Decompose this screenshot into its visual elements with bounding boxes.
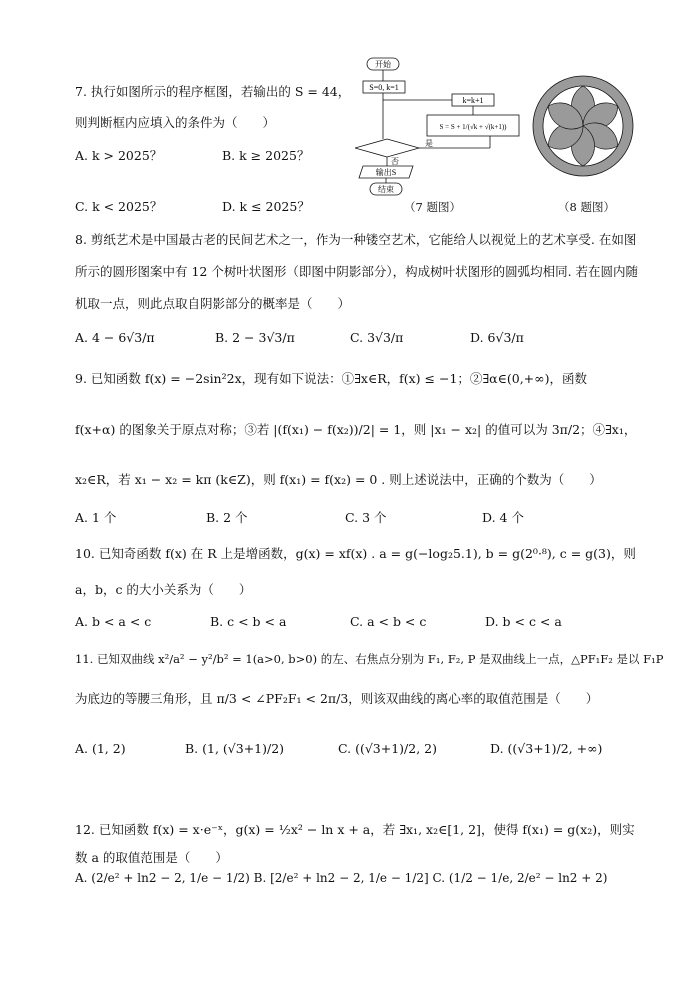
flowchart-end-label: 结束 xyxy=(378,185,394,194)
q11-line-2: 为底边的等腰三角形，且 π/3 < ∠PF₂F₁ < 2π/3，则该双曲线的离心率的取值范围是（ ） xyxy=(75,691,599,706)
q9-line-3: x₂∈R，若 x₁ − x₂ = kπ (k∈Z)，则 f(x₁) = f(x₂) = 0 . 则上述说法中，正确的个数为（ ） xyxy=(75,472,602,487)
q10-option-b: B. c < b < a xyxy=(210,614,287,629)
q8-line-1: 8. 剪纸艺术是中国最古老的民间艺术之一，作为一种镂空艺术，它能给人以视觉上的艺术享受. 在如图 xyxy=(75,232,637,247)
flowchart-decision-diamond xyxy=(355,139,419,157)
q8-option-a: A. 4 − 6√3/π xyxy=(75,330,155,345)
q8-option-d: D. 6√3/π xyxy=(470,330,524,345)
q8-option-b: B. 2 − 3√3/π xyxy=(215,330,295,345)
flowchart-figure xyxy=(355,55,525,197)
flowchart-init-label: S=0, k=1 xyxy=(369,83,399,92)
q8-option-c: C. 3√3/π xyxy=(350,330,404,345)
q7-option-c: C. k < 2025？ xyxy=(75,199,163,214)
q9-option-a: A. 1 个 xyxy=(75,510,117,525)
flowchart-yes-label: 是 xyxy=(425,139,433,148)
q7-option-d: D. k ≤ 2025？ xyxy=(222,199,310,214)
q9-option-c: C. 3 个 xyxy=(345,510,387,525)
q7-option-a: A. k > 2025？ xyxy=(75,148,163,163)
q12-options: A. (2/e² + ln2 − 2, 1/e − 1/2) B. [2/e² + ln2 − 2, 1/e − 1/2] C. (1/2 − 1/e, 2/e² − ln2 + 2) xyxy=(75,871,608,885)
leaf-pattern-figure xyxy=(531,74,635,178)
q10-line-1: 10. 已知奇函数 f(x) 在 R 上是增函数，g(x) = xf(x) . a = g(−log₂5.1), b = g(2⁰·⁸), c = g(3)，则 xyxy=(75,546,636,561)
q8-line-3: 机取一点，则此点取自阴影部分的概率是（ ） xyxy=(75,296,351,311)
q7-option-b: B. k ≥ 2025？ xyxy=(222,148,310,163)
q11-line-1: 11. 已知双曲线 x²/a² − y²/b² = 1(a>0, b>0) 的左、右焦点分别为 F₁, F₂, P 是双曲线上一点，△PF₁F₂ 是以 F₁P xyxy=(75,652,664,666)
q9-option-b: B. 2 个 xyxy=(206,510,248,525)
q10-option-c: C. a < b < c xyxy=(350,614,427,629)
flowchart-no-label: 否 xyxy=(391,157,399,166)
q9-line-2: f(x+α) 的图象关于原点对称；③若 |(f(x₁) − f(x₂))/2| = 1，则 |x₁ − x₂| 的值可以为 3π/2；④∃x₁， xyxy=(75,422,637,437)
q10-option-a: A. b < a < c xyxy=(75,614,152,629)
q9-line-1: 9. 已知函数 f(x) = −2sin²2x，现有如下说法：①∃x∈R，f(x) ≤ −1；②∃α∈(0,+∞)，函数 xyxy=(75,371,587,386)
q12-line-2: 数 a 的取值范围是（ ） xyxy=(75,850,228,865)
flowchart-start-label: 开始 xyxy=(375,60,391,69)
flowchart-increment-label: k=k+1 xyxy=(462,96,484,105)
figure-7-caption: （7 题图） xyxy=(404,200,461,214)
flowchart-update-label: S = S + 1/(√k + √(k+1)) xyxy=(439,123,507,131)
q9-option-d: D. 4 个 xyxy=(482,510,524,525)
q7-line-1: 7. 执行如图所示的程序框图，若输出的 S = 44， xyxy=(75,84,351,99)
figure-8-caption: （8 题图） xyxy=(558,200,615,214)
q11-option-d: D. ((√3+1)/2, +∞) xyxy=(490,741,603,756)
q8-line-2: 所示的圆形图案中有 12 个树叶状图形（即图中阴影部分），构成树叶状图形的圆弧均相同. 若在圆内随 xyxy=(75,264,639,279)
flowchart-output-label: 输出S xyxy=(375,168,397,177)
q7-line-2: 则判断框内应填入的条件为（ ） xyxy=(75,115,276,130)
q10-line-2: a，b，c 的大小关系为（ ） xyxy=(75,582,252,597)
q11-option-b: B. (1, (√3+1)/2) xyxy=(185,741,285,756)
q12-line-1: 12. 已知函数 f(x) = x·e⁻ˣ，g(x) = ½x² − ln x + a，若 ∃x₁, x₂∈[1, 2]，使得 f(x₁) = g(x₂)，则实 xyxy=(75,822,635,837)
q11-option-a: A. (1, 2) xyxy=(75,741,126,756)
q11-option-c: C. ((√3+1)/2, 2) xyxy=(338,741,437,756)
q10-option-d: D. b < c < a xyxy=(485,614,562,629)
